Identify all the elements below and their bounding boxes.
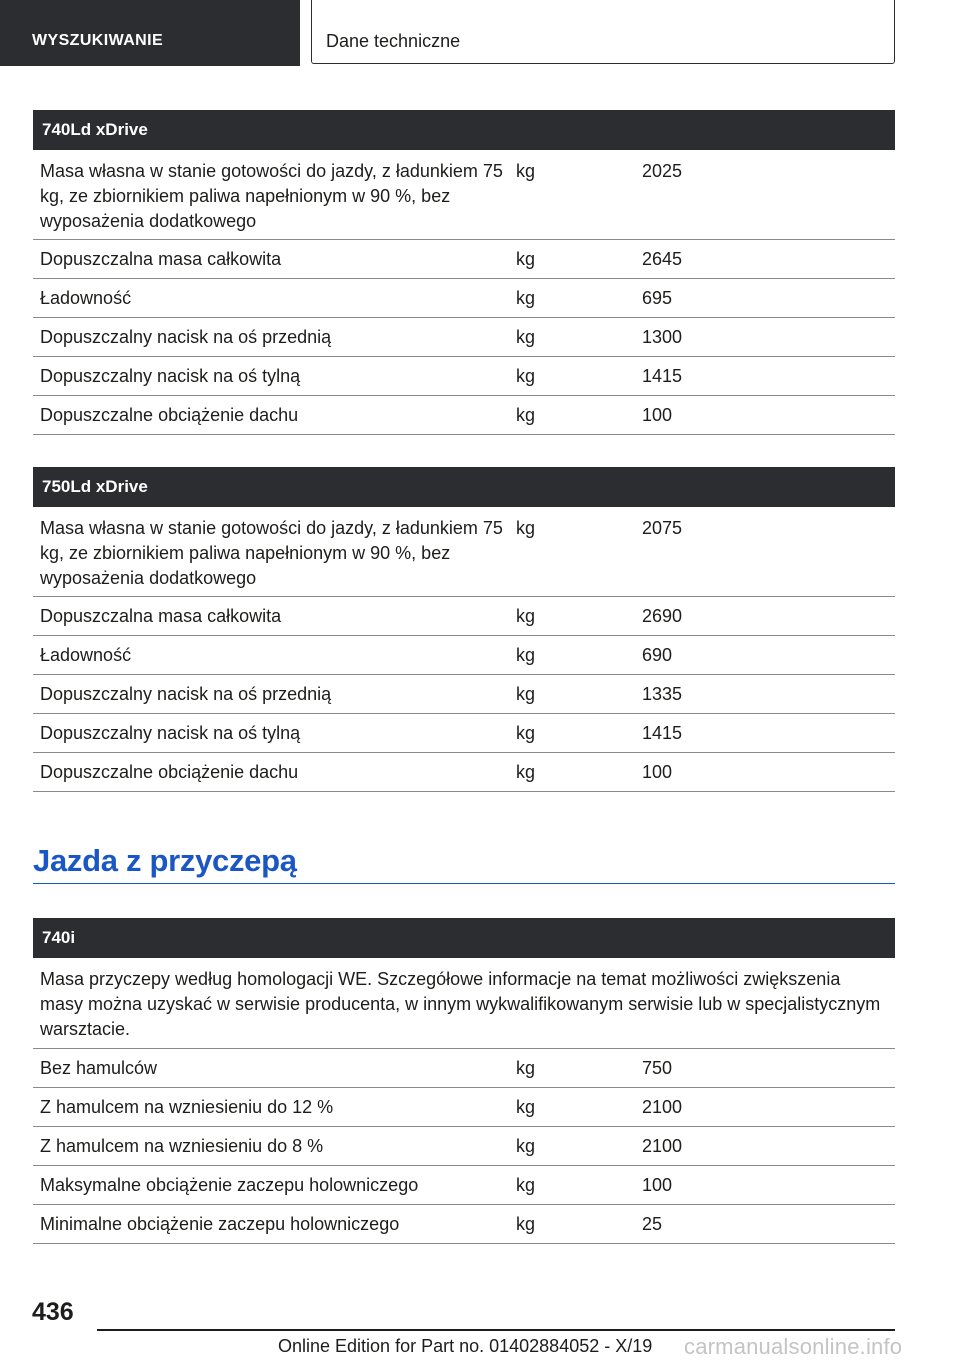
row-unit: kg	[507, 159, 638, 239]
row-unit: kg	[507, 675, 638, 713]
row-label: Bez hamulców	[40, 1058, 158, 1078]
row-label: Dopuszczalne obciążenie dachu	[40, 762, 299, 782]
row-value: 2100	[642, 1097, 683, 1117]
row-label: Minimalne obciążenie zaczepu holowniczego	[40, 1214, 400, 1234]
row-label: Ładowność	[40, 645, 132, 665]
row-value: 1335	[642, 684, 683, 704]
row-value: 1415	[642, 366, 683, 386]
table-row	[33, 597, 895, 636]
row-value: 2075	[642, 518, 683, 538]
row-label: Dopuszczalny nacisk na oś tylną	[40, 366, 301, 386]
spec-table-740i-trailer	[33, 918, 895, 1244]
row-unit: kg	[507, 1049, 638, 1087]
row-value: 1300	[642, 327, 683, 347]
row-unit: kg	[507, 279, 638, 317]
row-unit: kg	[507, 396, 638, 434]
row-label: Dopuszczalny nacisk na oś przednią	[40, 327, 332, 347]
row-unit: kg	[507, 636, 638, 674]
row-label: Z hamulcem na wzniesieniu do 8 %	[40, 1136, 324, 1156]
row-unit: kg	[507, 516, 638, 596]
table-row	[33, 279, 895, 318]
row-label: Maksymalne obciążenie zaczepu holowniczego	[40, 1175, 419, 1195]
table-row	[33, 318, 895, 357]
section-title: Jazda z przyczepą	[33, 838, 895, 884]
table-row	[33, 753, 895, 792]
row-value: 690	[642, 645, 673, 665]
row-unit: kg	[507, 714, 638, 752]
table-row	[33, 1205, 895, 1244]
table-header: 740i	[33, 918, 895, 958]
footer-divider	[97, 1329, 895, 1331]
row-value: 100	[642, 1175, 673, 1195]
table-row	[33, 357, 895, 396]
footer-edition: Online Edition for Part no. 01402884052 - X/19	[278, 1336, 653, 1356]
row-value: 2100	[642, 1136, 683, 1156]
search-tab[interactable]: WYSZUKIWANIE	[0, 0, 300, 66]
table-row	[33, 714, 895, 753]
table-header: 750Ld xDrive	[33, 467, 895, 507]
row-unit: kg	[507, 240, 638, 278]
row-unit: kg	[507, 1166, 638, 1204]
breadcrumb[interactable]: Dane techniczne	[311, 0, 895, 64]
top-navigation	[0, 0, 960, 66]
row-unit: kg	[507, 318, 638, 356]
row-value: 750	[642, 1058, 673, 1078]
table-row	[33, 150, 895, 240]
spec-table-750ld	[33, 467, 895, 792]
row-value: 1415	[642, 723, 683, 743]
table-row	[33, 240, 895, 279]
row-unit: kg	[507, 753, 638, 791]
row-label: Ładowność	[40, 288, 132, 308]
row-label: Dopuszczalna masa całkowita	[40, 249, 282, 269]
row-unit: kg	[507, 1088, 638, 1126]
row-label: Dopuszczalne obciążenie dachu	[40, 405, 299, 425]
table-header: 740Ld xDrive	[33, 110, 895, 150]
row-label: Z hamulcem na wzniesieniu do 12 %	[40, 1097, 334, 1117]
row-value: 695	[642, 288, 673, 308]
row-unit: kg	[507, 357, 638, 395]
table-row	[33, 1049, 895, 1088]
table-row	[33, 636, 895, 675]
row-label: Dopuszczalny nacisk na oś przednią	[40, 684, 332, 704]
row-value: 2025	[642, 161, 683, 181]
table-row	[33, 1127, 895, 1166]
page-number: 436	[32, 1298, 74, 1326]
table-row	[33, 1088, 895, 1127]
row-unit: kg	[507, 1127, 638, 1165]
row-unit: kg	[507, 1205, 638, 1243]
row-label: Masa własna w stanie gotowości do jazdy, z ładunkiem 75 kg, ze zbiornikiem paliwa napełnionym w 90 %, bez wyposażenia dodatkowego	[40, 518, 503, 588]
spec-table-740ld	[33, 110, 895, 435]
table-note: Masa przyczepy według homologacji WE. Szczegółowe informacje na temat możliwości zwiększenia masy można uzyskać w serwisie producenta, w innym wykwalifikowanym serwisie lub w specjalistycznym warsztacie.	[33, 958, 895, 1049]
row-value: 100	[642, 762, 673, 782]
row-value: 100	[642, 405, 673, 425]
row-value: 25	[642, 1214, 663, 1234]
row-unit: kg	[507, 597, 638, 635]
table-row	[33, 675, 895, 714]
table-row	[33, 396, 895, 435]
row-value: 2645	[642, 249, 683, 269]
row-label: Masa własna w stanie gotowości do jazdy, z ładunkiem 75 kg, ze zbiornikiem paliwa napełnionym w 90 %, bez wyposażenia dodatkowego	[40, 161, 503, 231]
row-label: Dopuszczalna masa całkowita	[40, 606, 282, 626]
table-row	[33, 1166, 895, 1205]
watermark: carmanualsonline.info	[684, 1334, 903, 1359]
table-row	[33, 507, 895, 597]
row-label: Dopuszczalny nacisk na oś tylną	[40, 723, 301, 743]
row-value: 2690	[642, 606, 683, 626]
